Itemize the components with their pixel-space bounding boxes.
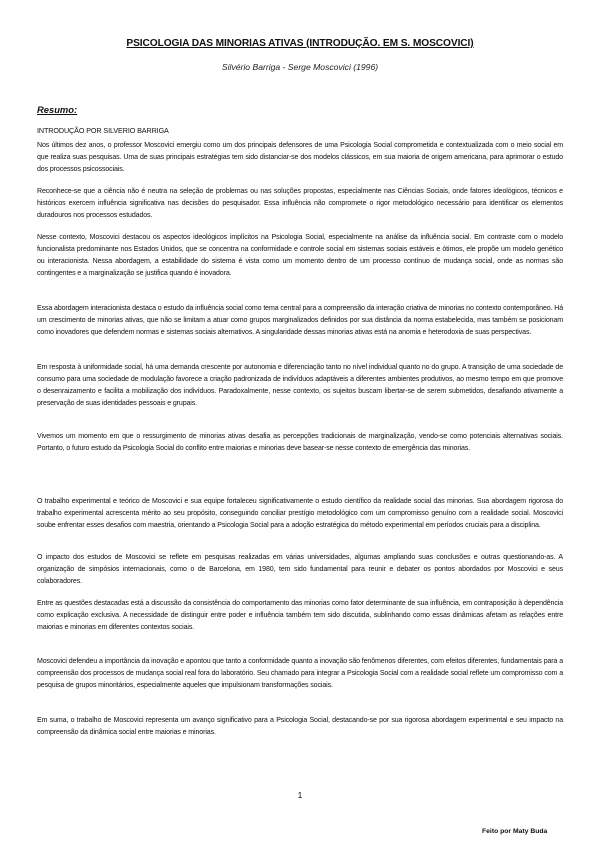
paragraph-3: Nesse contexto, Moscovici destacou os aspectos ideológicos implícitos na Psicologia Social, especialmente na análise da influência social. Em contraste com o modelo funcionalista predominante nos Estados Unidos, que se concentra na conformidade e controle social em sistemas sociais estáveis e ótimos, ele propõe um modelo genético ou interacionista. Nessa abordagem, a estabilidade do sistema é vista como um momento dentro de um processo contínuo de mudança social, onde as normas são contingentes e a marginalização se justifica quando é inovadora. [37, 234, 563, 278]
paragraph-8: O impacto dos estudos de Moscovici se reflete em pesquisas realizadas em várias universidades, algumas ampliando suas conclusões e outras questionando-as. A organização de simpósios internacionais, como o de Barcelona, em 1980, tem sido fundamental para reunir e debater os pontos abordados por Moscovici e seus colaboradores. [37, 554, 563, 586]
paragraph-10: Moscovici defendeu a importância da inovação e apontou que tanto a conformidade quanto a inovação são fenômenos diferentes, com efeitos diferentes, fundamentais para a compreensão dos processos de mudança social real fora do laboratório. Seu chamado para integrar a Psicologia Social com a realidade social reflete um compromisso com a pesquisa de grupos minoritários, especialmente aqueles que impulsionam transformações sociais. [37, 658, 563, 690]
intro-line: INTRODUÇÃO POR SILVERIO BARRIGA [37, 126, 169, 135]
paragraph-4: Essa abordagem interacionista destaca o estudo da influência social como tema central para a compreensão da interação criativa de minorias no contexto contemporâneo. Há um crescimento de minorias ativas, que não se limitam a atuar como grupos marginalizados definidos por sua distância da norma estabelecida, mas também se posicionam como inovadores que defendem normas e sistemas sociais alternativos. A singularidade dessas minorias ativas está na anomia e heterodoxia de suas perspectivas. [37, 305, 563, 337]
paragraph-9: Entre as questões destacadas está a discussão da consistência do comportamento das minorias como fator determinante de sua influência, em contraposição à dependência como explicação exclusiva. A necessidade de distinguir entre poder e influência também tem sido discutida, sublinhando como essas dinâmicas afetam as relações entre maiorias e minorias em diferentes contextos sociais. [37, 600, 563, 632]
paragraph-7: O trabalho experimental e teórico de Moscovici e sua equipe fortaleceu significativamente o estudo científico da realidade social das minorias. Sua abordagem rigorosa do trabalho experimental acrescenta mérito ao seu propósito, conseguindo conciliar prestígio metodológico com um compromisso genuíno com a realidade social. Moscovici soube enfrentar esses desafios com maestria, orientando a Psicologia Social para a adoção estratégica do método experimental em períodos cruciais para a disciplina. [37, 498, 563, 530]
paragraph-1: Nos últimos dez anos, o professor Moscovici emergiu como um dos principais defensores de uma Psicologia Social comprometida e contextualizada com o meio social em que realiza suas pesquisas. Uma de suas principais estratégias tem sido distanciar-se dos modelos clássicos, em sua maioria de origem americana, para aprimorar o estudo dos processos psicossociais. [37, 142, 563, 174]
document-subtitle: Silvério Barriga - Serge Moscovici (1996) [221, 62, 379, 72]
paragraph-2: Reconhece-se que a ciência não é neutra na seleção de problemas ou nas soluções propostas, especialmente nas Ciências Sociais, onde fatores ideológicos, técnicos e históricos exercem influência significativa nas decisões do pesquisador. Essa influência não compromete o rigor metodológico necessário para identificar os elementos duradouros nos processos estudados. [37, 188, 563, 220]
paragraph-5: Em resposta à uniformidade social, há uma demanda crescente por autonomia e diferenciação tanto no nível individual quanto no do grupo. A transição de uma sociedade de consumo para uma sociedade de modulação favorece a criação padronizada de indivíduos adaptáveis a diferentes ambientes produtivos, ao mesmo tempo em que promove o desenraizamento e facilita a mobilização dos indivíduos. Paradoxalmente, nesse contexto, os sujeitos buscam libertar-se de serem submetidos, desafiando ativamente a preservação de suas identidades pessoais e grupais. [37, 364, 563, 408]
document-title: PSICOLOGIA DAS MINORIAS ATIVAS (INTRODUÇÃO. EM S. MOSCOVICI) [126, 38, 474, 49]
paragraph-6: Vivemos um momento em que o ressurgimento de minorias ativas desafia as percepções tradicionais de marginalização, vendo-se como potenciais alternativas sociais. Portanto, o futuro estudo da Psicologia Social do conflito entre maiorias e minorias deve basear-se nesse contexto de emergência das minorias. [37, 433, 563, 453]
paragraph-11: Em suma, o trabalho de Moscovici representa um avanço significativo para a Psicologia Social, destacando-se por sua rigorosa abordagem experimental e seu impacto na compreensão da dinâmica social entre maiorias e minorias. [37, 717, 563, 737]
page-number: 1 [297, 790, 303, 800]
section-heading: Resumo: [37, 104, 78, 115]
footer-credit: Feito por Maty Buda [482, 828, 548, 835]
